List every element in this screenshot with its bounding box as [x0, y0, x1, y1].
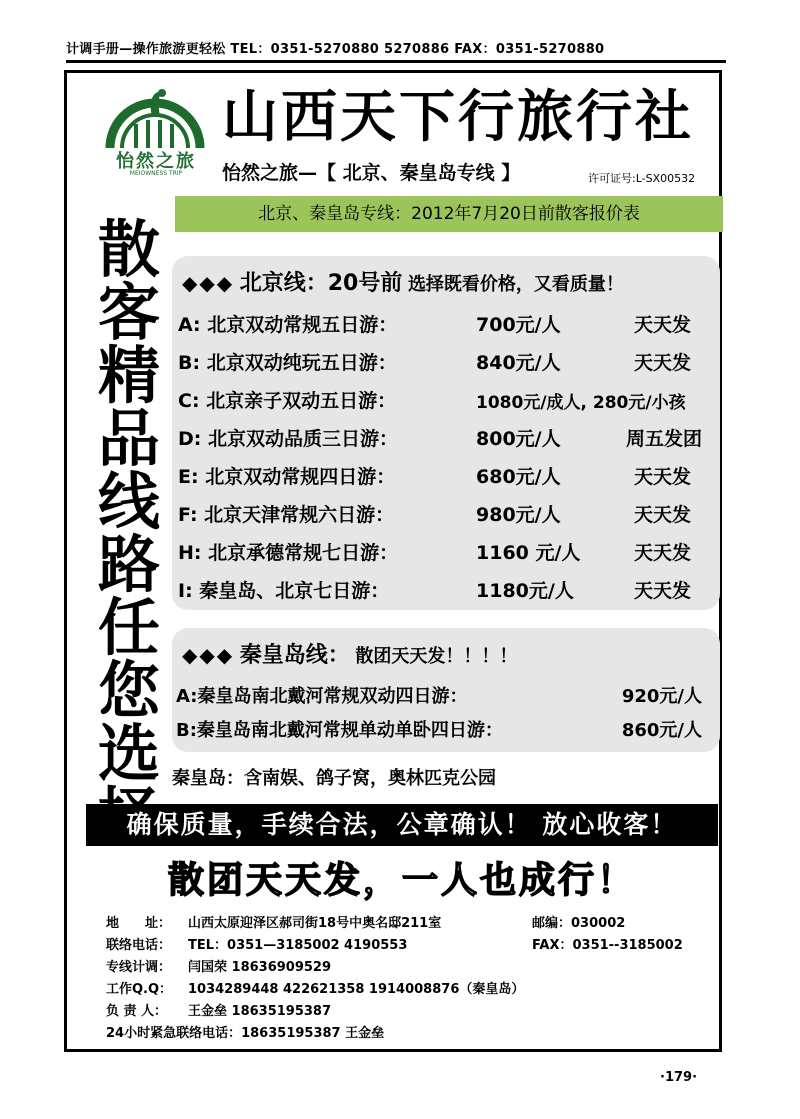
manager-label: 负 责 人：	[106, 1004, 168, 1019]
route-row	[176, 682, 716, 708]
vertical-title-char: 任	[97, 591, 160, 664]
route-departure: 天天发	[634, 504, 692, 526]
route-departure: 天天发	[634, 352, 692, 374]
route-price: 980元/人	[476, 504, 561, 526]
route-price: 1160 元/人	[476, 542, 581, 564]
contact-planner	[106, 956, 331, 975]
diamond-bullets-icon: ◆◆◆	[182, 643, 235, 667]
contact-qq	[106, 978, 524, 997]
vertical-title-char: 选	[97, 717, 160, 790]
route-price: 800元/人	[476, 428, 561, 450]
beijing-section-heading	[182, 266, 624, 297]
contact-fax: FAX：0351--3185002	[532, 938, 683, 953]
vertical-title-char: 精	[97, 339, 160, 412]
route-name: A: 北京双动常规五日游：	[178, 314, 398, 336]
header-rule	[66, 60, 726, 63]
qinhuangdao-section-heading	[182, 638, 517, 669]
vertical-title-char: 客	[97, 276, 160, 349]
zip-value: 030002	[571, 916, 626, 931]
route-name: I: 秦皇岛、北京七日游：	[178, 580, 390, 602]
route-name: B: 北京双动纯玩五日游：	[178, 352, 397, 374]
route-departure: 天天发	[634, 580, 692, 602]
route-departure: 天天发	[634, 466, 692, 488]
emergency-label: 24小时紧急联络电话：	[106, 1026, 242, 1041]
planner-label: 专线计调：	[106, 960, 172, 975]
route-departure: 周五发团	[626, 428, 703, 450]
vertical-title-char: 线	[97, 465, 160, 538]
route-name: F: 北京天津常规六日游：	[178, 504, 395, 526]
vertical-title-char: 散	[97, 213, 160, 286]
route-price: 1080元/成人, 280元/小孩	[476, 393, 686, 413]
qq-value: 1034289448 422621358 1914008876（秦皇岛）	[188, 982, 525, 997]
contact-zip	[532, 912, 625, 931]
route-name: D: 北京双动品质三日游：	[178, 428, 398, 450]
route-name: C: 北京亲子双动五日游：	[178, 390, 397, 412]
route-price: 680元/人	[476, 466, 561, 488]
vertical-title-char: 您	[97, 654, 160, 727]
planner-value: 闫国荣 18636909529	[188, 960, 332, 975]
phone-label: 联络电话：	[106, 938, 172, 953]
qinhuangdao-section-note: 散团天天发！！！！	[355, 646, 518, 667]
license-number: 许可证号:L-SX00532	[588, 172, 696, 185]
route-name: B:秦皇岛南北戴河常规单动单卧四日游：	[176, 720, 503, 741]
address-label: 地 址：	[106, 916, 172, 931]
route-price: 860元/人	[621, 720, 702, 741]
route-departure: 天天发	[634, 542, 692, 564]
contact-manager	[106, 1000, 331, 1019]
beijing-section-note: 选择既看价格，又看质量！	[407, 274, 624, 295]
address-value: 山西太原迎泽区郝司街18号中奥名邸211室	[188, 916, 442, 931]
logo-chinese-text: 怡然之旅	[116, 151, 196, 172]
route-name: E: 北京双动常规四日游：	[178, 466, 396, 488]
route-price: 840元/人	[476, 352, 561, 374]
route-price: 1180元/人	[476, 580, 574, 602]
daily-departure-slogan: 散团天天发，一人也成行！	[167, 860, 636, 901]
route-name: H: 北京承德常规七日游：	[178, 542, 399, 564]
emergency-value: 18635195387 王金垒	[241, 1026, 385, 1041]
zip-label: 邮编：	[532, 916, 572, 931]
page-number: ·179·	[660, 1070, 698, 1085]
vertical-title	[88, 213, 170, 848]
route-subtitle: 怡然之旅—【 北京、秦皇岛专线 】	[222, 162, 521, 184]
agency-name: 山西天下行旅行社	[222, 85, 694, 150]
qinhuangdao-section-title: 秦皇岛线：	[239, 643, 350, 668]
route-row	[176, 716, 716, 742]
contact-emergency	[106, 1022, 384, 1041]
header-contact-line: 计调手册—操作旅游更轻松 TEL：0351-5270880 5270886 FAX：0351-5270880	[66, 42, 605, 57]
route-departure: 天天发	[634, 314, 692, 336]
vertical-title-char: 路	[97, 528, 160, 601]
attractions-note: 秦皇岛：含南娱、鸽子窝，奥林匹克公园	[172, 768, 496, 789]
vertical-title-char: 品	[97, 402, 160, 475]
contact-address	[106, 912, 441, 931]
route-price: 700元/人	[476, 314, 561, 336]
manager-value: 王金垒 18635195387	[188, 1004, 332, 1019]
route-price: 920元/人	[621, 686, 702, 707]
contact-phone	[106, 934, 407, 953]
logo-english-text: MEIOWNESS TRIP	[129, 170, 183, 177]
route-name: A:秦皇岛南北戴河常规双动四日游：	[176, 686, 468, 707]
beijing-section-title: 北京线：20号前	[239, 271, 403, 296]
quote-banner: 北京、秦皇岛专线：2012年7月20日前散客报价表	[175, 196, 723, 232]
qq-label: 工作Q.Q：	[106, 982, 173, 997]
phone-value: TEL：0351—3185002 4190553	[188, 938, 408, 953]
quality-slogan: 确保质量，手续合法，公章确认！ 放心收客！	[86, 804, 718, 846]
diamond-bullets-icon: ◆◆◆	[182, 271, 235, 295]
